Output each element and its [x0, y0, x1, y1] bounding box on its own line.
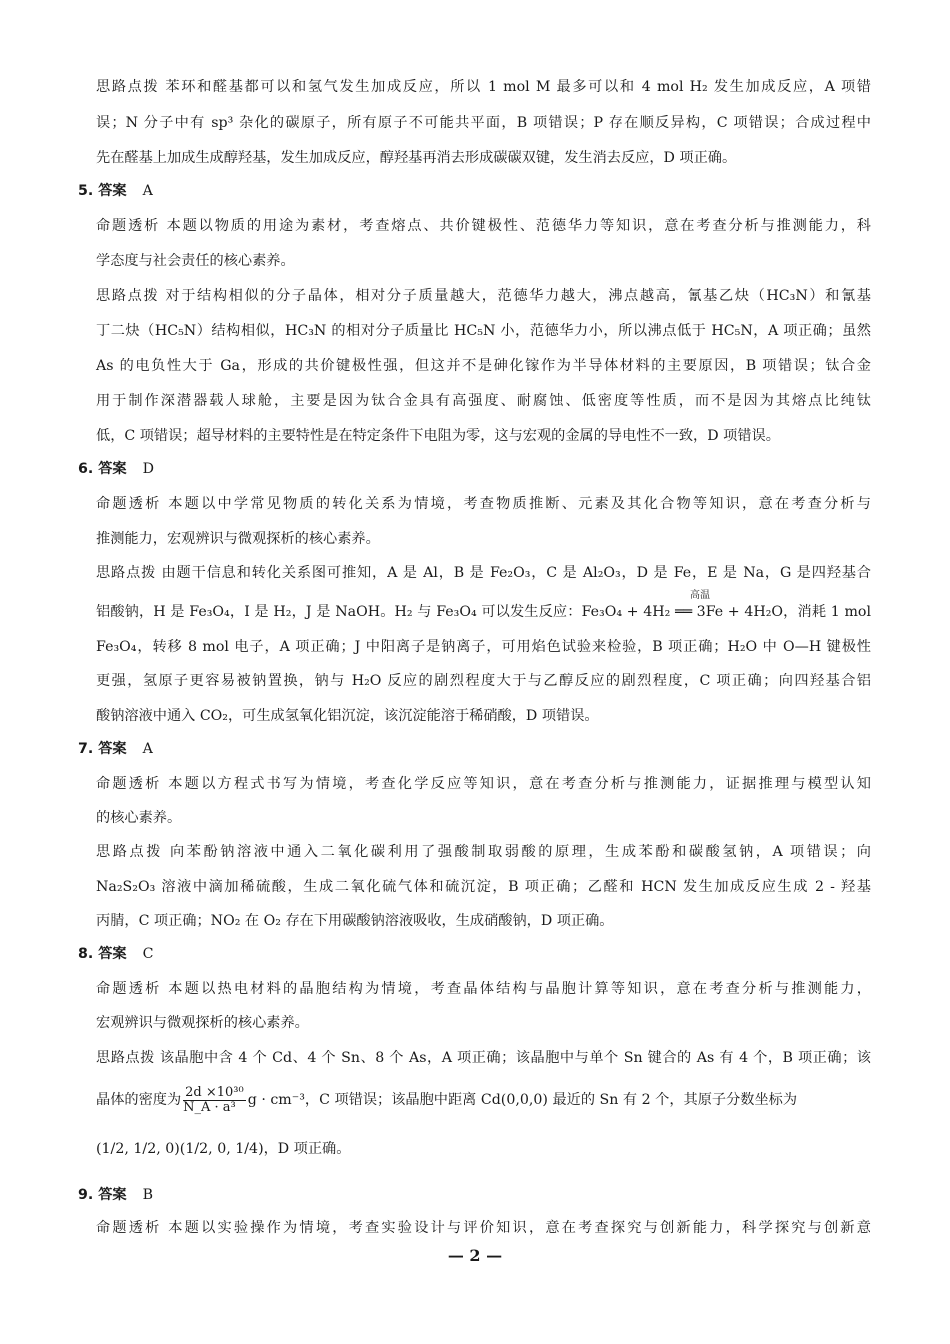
text-line: 命题透析 本题以热电材料的晶胞结构为情境，考查晶体结构与晶胞计算等知识，意在考查分析与推测能力，	[96, 981, 871, 997]
reaction-condition: 高温	[690, 590, 710, 601]
page-number: — 2 —	[447, 1246, 503, 1265]
text-line: 思路点拨 对于结构相似的分子晶体，相对分子质量越大，范德华力越大，沸点越高，氰基乙炔（HC₃N）和氰基	[96, 288, 871, 304]
text-line: 命题透析 本题以物质的用途为素材，考查熔点、共价键极性、范德华力等知识，意在考查分析与推测能力，科	[96, 218, 871, 234]
answer-value: A	[142, 183, 153, 199]
text-line: 铝酸钠，H 是 Fe₃O₄，I 是 H₂，J 是 NaOH。H₂ 与 Fe₃O₄ 可以发生反应：Fe₃O₄ + 4H₂ ══ 3Fe + 4H₂O，消耗 1 mol	[96, 604, 871, 620]
density-fraction	[183, 1086, 246, 1115]
answer-label: 8. 答案	[78, 946, 127, 962]
answer-label: 5. 答案	[78, 183, 127, 199]
answer-label: 9. 答案	[78, 1187, 127, 1203]
text-line: 的核心素养。	[96, 810, 182, 826]
text-line: 命题透析 本题以实验操作为情境，考查实验设计与评价知识，意在考查探究与创新能力，科学探究与创新意	[96, 1220, 871, 1236]
text-line: As 的电负性大于 Ga，形成的共价键极性强，但这并不是砷化镓作为半导体材料的主要原因，B 项错误；钛合金	[96, 358, 871, 374]
text-line: 低，C 项错误；超导材料的主要特性是在特定条件下电阻为零，这与宏观的金属的导电性不一致，D 项错误。	[96, 428, 780, 444]
answer-8	[78, 944, 153, 964]
text-line: 丙腈，C 项正确；NO₂ 在 O₂ 存在下用碳酸钠溶液吸收，生成硝酸钠，D 项正确。	[96, 913, 614, 929]
text-line: Fe₃O₄，转移 8 mol 电子，A 项正确；J 中阳离子是钠离子，可用焰色试验来检验，B 项正确；H₂O 中 O—H 键极性	[96, 639, 871, 655]
answer-label: 7. 答案	[78, 741, 127, 757]
text-line: 先在醛基上加成生成醇羟基，发生加成反应，醇羟基再消去形成碳碳双键，发生消去反应，D 项正确。	[96, 150, 737, 166]
text-line: 更强，氢原子更容易被钠置换，钠与 H₂O 反应的剧烈程度大于与乙醇反应的剧烈程度，C 项正确；向四羟基合铝	[96, 673, 871, 689]
text-line: 丁二炔（HC₅N）结构相似，HC₃N 的相对分子质量比 HC₅N 小，范德华力小，所以沸点低于 HC₅N，A 项正确；虽然	[96, 323, 871, 339]
answer-9	[78, 1185, 153, 1205]
fraction-numerator: 2d ×10³⁰	[185, 1084, 244, 1100]
text-line: 宏观辨识与微观探析的核心素养。	[96, 1015, 309, 1031]
text-line-density	[96, 1084, 871, 1116]
text-line: 学态度与社会责任的核心素养。	[96, 253, 295, 269]
text-line: 用于制作深潜器载人球舱，主要是因为钛合金具有高强度、耐腐蚀、低密度等性质，而不是因为其熔点比纯钛	[96, 393, 871, 409]
answer-label: 6. 答案	[78, 461, 127, 477]
answer-value: B	[142, 1187, 154, 1203]
text-line: Na₂S₂O₃ 溶液中滴加稀硫酸，生成二氧化硫气体和硫沉淀，B 项正确；乙醛和 HCN 发生加成反应生成 2 - 羟基	[96, 879, 871, 895]
text-line: 思路点拨 向苯酚钠溶液中通入二氧化碳利用了强酸制取弱酸的原理，生成苯酚和碳酸氢钠，A 项错误；向	[96, 844, 871, 860]
text-line: 命题透析 本题以方程式书写为情境，考查化学反应等知识，意在考查分析与推测能力，证据推理与模型认知	[96, 776, 871, 792]
text-line: 命题透析 本题以中学常见物质的转化关系为情境，考查物质推断、元素及其化合物等知识，意在考查分析与	[96, 496, 871, 512]
text-line: (1/2, 1/2, 0)(1/2, 0, 1/4)，D 项正确。	[96, 1141, 351, 1157]
text-line: 误；N 分子中有 sp³ 杂化的碳原子，所有原子不可能共平面，B 项错误；P 存在顺反异构，C 项错误；合成过程中	[96, 115, 871, 131]
text-line: 思路点拨 苯环和醛基都可以和氢气发生加成反应，所以 1 mol M 最多可以和 4 mol H₂ 发生加成反应，A 项错	[96, 79, 871, 95]
answer-value: A	[142, 741, 153, 757]
text-line: 思路点拨 该晶胞中含 4 个 Cd、4 个 Sn、8 个 As，A 项正确；该晶胞中与单个 Sn 键合的 As 有 4 个，B 项正确；该	[96, 1050, 871, 1066]
density-suffix: g · cm⁻³，C 项错误；该晶胞中距离 Cd(0,0,0) 最近的 Sn 有 2 个，其原子分数坐标为	[247, 1092, 798, 1108]
text-line: 思路点拨 由题干信息和转化关系图可推知，A 是 Al，B 是 Fe₂O₃，C 是 Al₂O₃，D 是 Fe，E 是 Na，G 是四羟基合	[96, 565, 871, 581]
answer-5	[78, 181, 153, 201]
text-line: 酸钠溶液中通入 CO₂，可生成氢氧化铝沉淀，该沉淀能溶于稀硝酸，D 项错误。	[96, 708, 599, 724]
answer-value: C	[142, 946, 154, 962]
answer-6	[78, 459, 154, 479]
answer-value: D	[142, 461, 154, 477]
density-prefix: 晶体的密度为	[96, 1092, 182, 1108]
answer-7	[78, 739, 153, 759]
text-line: 推测能力，宏观辨识与微观探析的核心素养。	[96, 531, 380, 547]
fraction-denominator: N_A · a³	[183, 1099, 236, 1115]
